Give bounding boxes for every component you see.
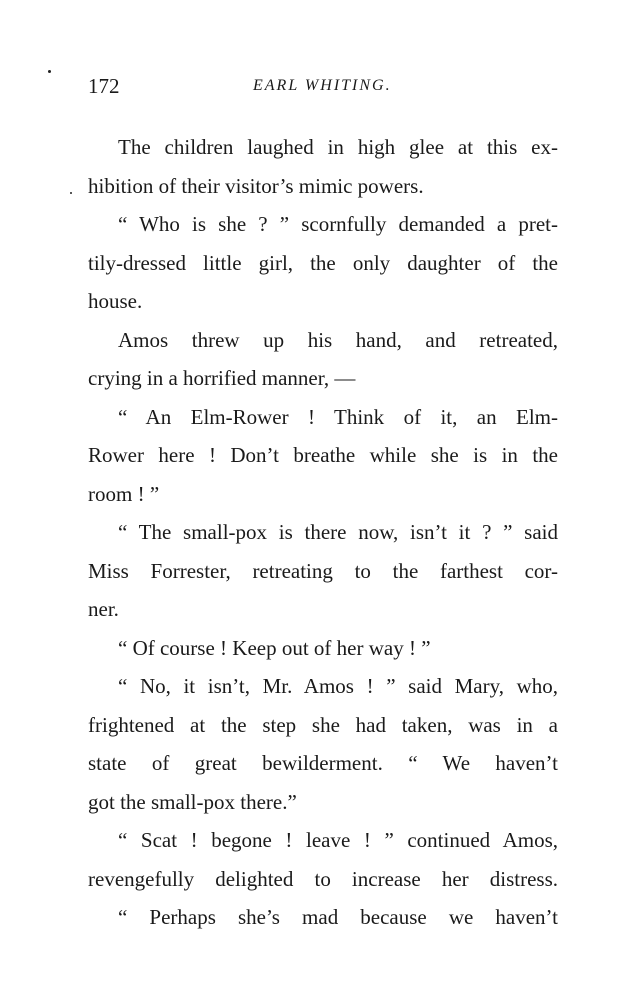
text-line: hibition of their visitor’s mimic powers.	[88, 173, 424, 198]
text-line: The children laughed in high glee at this ex-	[118, 135, 558, 159]
text-line: state of great bewilderment. “ We haven’t	[88, 751, 558, 775]
running-title: EARL WHITING.	[253, 77, 392, 94]
text-line: “ Scat ! begone ! leave ! ” continued Amos,	[118, 828, 558, 852]
text-line: Rower here ! Don’t breathe while she is in the	[88, 443, 558, 467]
text-line: “ An Elm-Rower ! Think of it, an Elm-	[118, 404, 558, 429]
text-line: crying in a horrified manner, —	[88, 366, 356, 390]
text-line: revengefully delighted to increase her distress.	[88, 866, 558, 891]
text-line: got the small-pox there.”	[88, 789, 297, 814]
text-line: tily-dressed little girl, the only daughter of the	[88, 250, 558, 275]
text-line: “ The small-pox is there now, isn’t it ? ” said	[118, 520, 558, 544]
text-line: ner.	[88, 597, 119, 621]
text-line: “ Perhaps she’s mad because we haven’t	[118, 905, 558, 929]
text-line: “ Who is she ? ” scornfully demanded a pret-	[118, 212, 558, 236]
text-line: “ No, it isn’t, Mr. Amos ! ” said Mary, who,	[118, 674, 558, 698]
ink-speck	[70, 192, 72, 194]
text-line: Miss Forrester, retreating to the farthest cor-	[88, 558, 558, 583]
ink-speck	[48, 70, 51, 73]
body-text	[88, 128, 558, 937]
page-number: 172	[88, 74, 120, 98]
page-header	[88, 74, 558, 104]
text-line: house.	[88, 289, 143, 313]
text-line: room ! ”	[88, 481, 160, 506]
text-line: “ Of course ! Keep out of her way ! ”	[118, 635, 431, 660]
text-line: Amos threw up his hand, and retreated,	[118, 327, 558, 352]
text-line: frightened at the step she had taken, was in a	[88, 712, 558, 737]
